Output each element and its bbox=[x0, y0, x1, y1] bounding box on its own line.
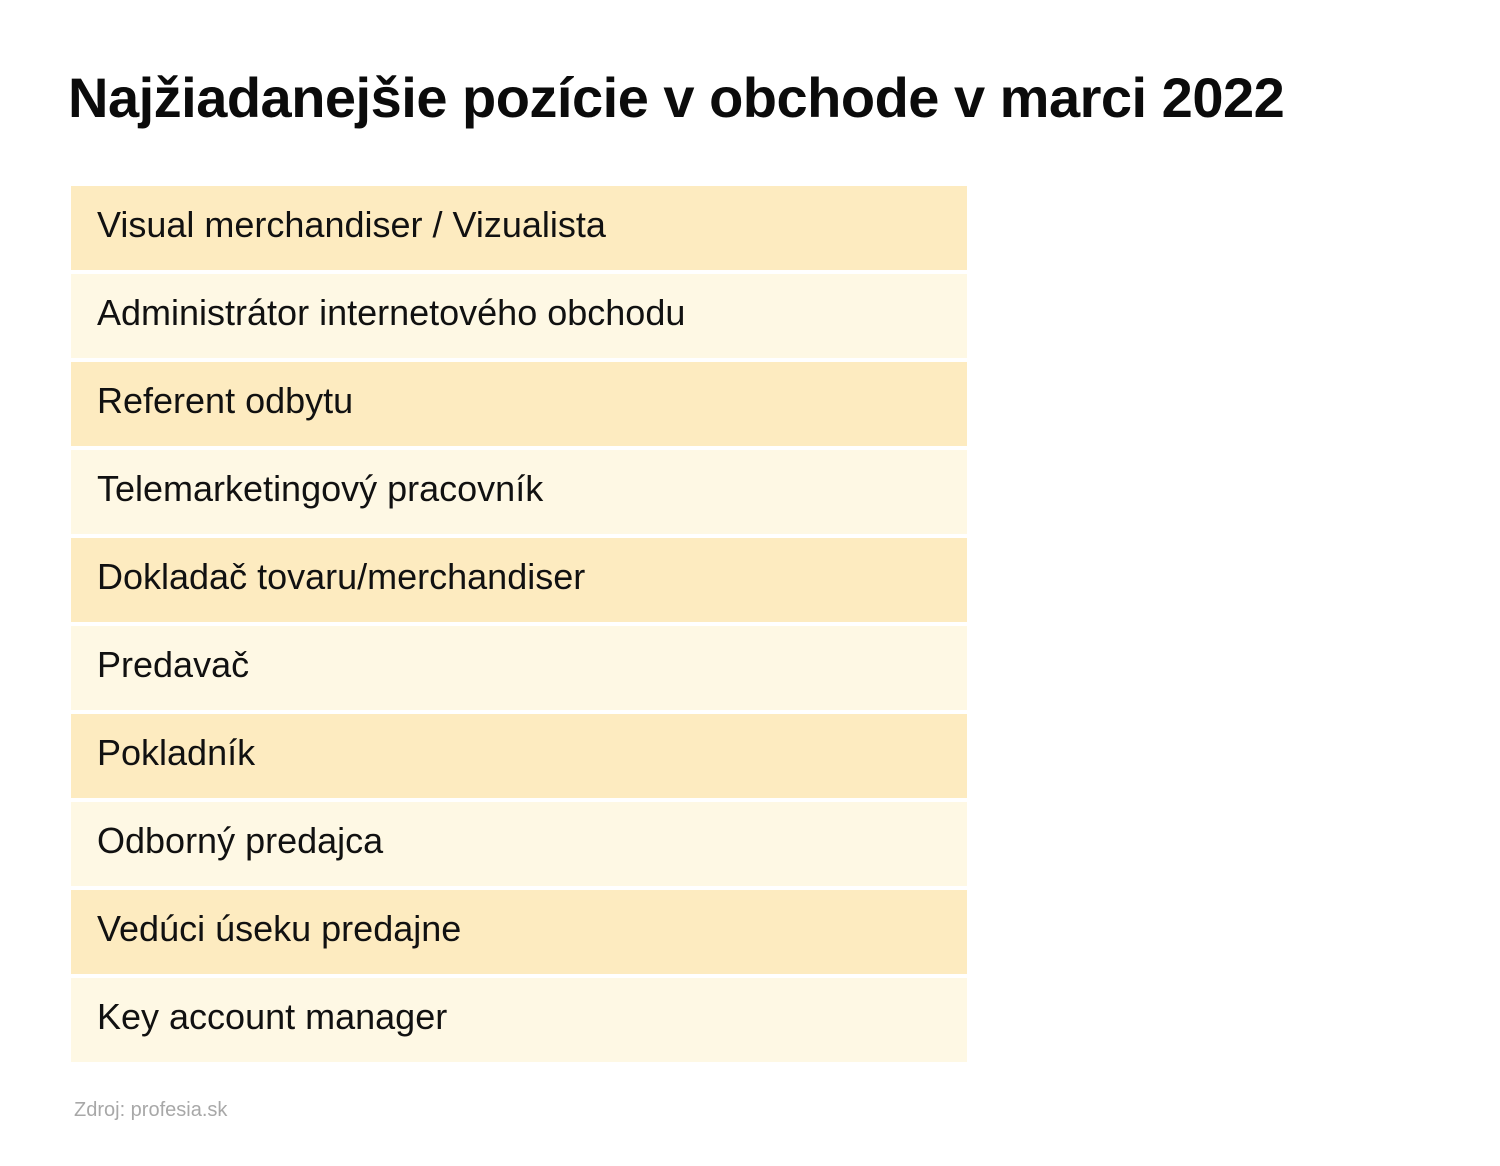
list-item-label: Vedúci úseku predajne bbox=[97, 908, 462, 949]
list-item-label: Telemarketingový pracovník bbox=[97, 468, 544, 509]
list-item bbox=[71, 274, 967, 358]
list-item-label: Predavač bbox=[97, 644, 250, 685]
list-item bbox=[71, 362, 967, 446]
list-item bbox=[71, 626, 967, 710]
positions-list bbox=[71, 186, 967, 1062]
list-item-label: Visual merchandiser / Vizualista bbox=[97, 204, 606, 245]
list-item bbox=[71, 802, 967, 886]
list-item-label: Pokladník bbox=[97, 732, 256, 773]
page-title: Najžiadanejšie pozície v obchode v marci 2022 bbox=[68, 66, 1285, 129]
list-item-label: Dokladač tovaru/merchandiser bbox=[97, 556, 586, 597]
list-item-label: Odborný predajca bbox=[97, 820, 384, 861]
list-item-label: Referent odbytu bbox=[97, 380, 354, 421]
list-item bbox=[71, 714, 967, 798]
list-item bbox=[71, 186, 967, 270]
list-item bbox=[71, 450, 967, 534]
list-item bbox=[71, 538, 967, 622]
list-item bbox=[71, 978, 967, 1062]
source-note: Zdroj: profesia.sk bbox=[74, 1099, 228, 1121]
list-item-label: Key account manager bbox=[97, 996, 448, 1037]
list-item-label: Administrátor internetového obchodu bbox=[97, 292, 686, 333]
list-item bbox=[71, 890, 967, 974]
